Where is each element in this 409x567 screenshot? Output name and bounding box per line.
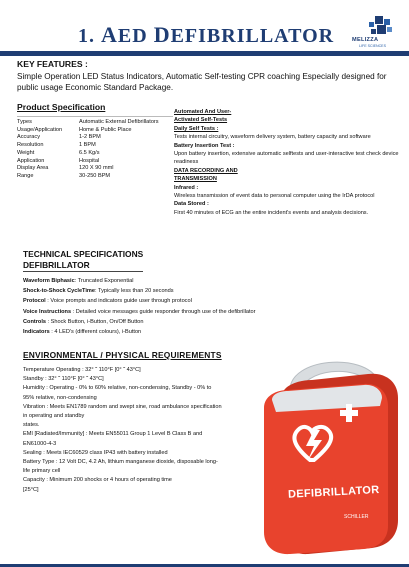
spec-row <box>17 142 159 150</box>
self-tests-heading-2: Activated Self-Tests <box>174 117 228 124</box>
title-d: D <box>153 22 171 47</box>
env-line: Humidity : Operating - 0% to 60% relative, non-condensing, Standby - 0% to <box>23 385 212 392</box>
tech-item <box>23 317 255 327</box>
spec-key: Resolution <box>17 142 44 149</box>
self-tests-panel <box>174 108 402 217</box>
tech-item <box>23 296 255 306</box>
tech-item-label: Waveform Biphasic <box>23 278 75 284</box>
env-line: 95% relative, non-condensing <box>23 394 97 401</box>
spec-value: 120 X 90 mml <box>79 165 114 172</box>
tech-item-label: Controls <box>23 318 46 325</box>
self-tests-heading-1: Automated And User- <box>174 109 232 115</box>
tech-item <box>23 276 255 286</box>
tech-item-label: Voice Instructions <box>23 308 72 315</box>
tech-spec-underline <box>23 271 143 272</box>
env-line: EMI [Radiated/Immunity] : Meets EN55011 Group 1 Level B Class B and <box>23 431 203 438</box>
spec-row <box>17 165 159 173</box>
recording-heading-1: DATA RECORDING AND <box>174 167 238 174</box>
infrared-heading: Infrared : <box>174 184 199 191</box>
spec-row <box>17 134 159 142</box>
title-efib: EFIBRILLATOR <box>170 25 335 47</box>
logo-name: MELIZZA <box>352 37 379 43</box>
env-line: EN61000-4-3 <box>23 440 57 447</box>
env-line: Vibration : Meets EN1789 random and swept sine, road ambulance specification <box>23 403 222 410</box>
spec-value: 6.5 Kg/s <box>79 149 100 156</box>
title-a: A <box>101 22 118 47</box>
tech-item-value: : Voice prompts and indicators guide user through protocol <box>45 298 192 305</box>
spec-key: Application <box>17 157 45 164</box>
env-line: states. <box>23 422 40 429</box>
spec-key: Accuracy <box>17 134 41 141</box>
spec-key: Types <box>17 119 32 125</box>
spec-row <box>17 119 159 127</box>
env-line: Sealing : Meets IEC60529 class IP43 with battery installed <box>23 449 168 456</box>
daily-tests-heading: Daily Self Tests : <box>174 125 219 132</box>
spec-value: 30-250 BPM <box>79 172 111 179</box>
spec-row <box>17 127 159 135</box>
env-line: Standby : 32° ˜ 110°F [0° ˜ 43°C] <box>23 376 104 383</box>
key-features-text: Simple Operation LED Status Indicators, Automatic Self-testing CPR coaching Especially designed for public usage Economic Standard Package. <box>17 72 387 92</box>
spec-row <box>17 150 159 158</box>
spec-value: 1 BPM <box>79 142 96 149</box>
data-stored-text: First 40 minutes of ECG an the entire incident's events and analysis decisions. <box>174 209 369 216</box>
env-line: Capacity : Minimum 200 shocks or 4 hours of operating time <box>23 477 172 484</box>
daily-tests-text: Tests internal circuitry, waveform delivery system, battery capacity and software <box>174 134 371 141</box>
spec-key: Range <box>17 172 34 179</box>
title-ed: ED <box>117 25 148 47</box>
spec-value: 1-2 BPM <box>79 134 101 141</box>
page-title <box>78 22 334 48</box>
tech-item-value: : Typically less than 20 seconds <box>95 288 174 295</box>
spec-key: Usage/Application <box>17 126 63 133</box>
spec-value: Home & Public Place <box>79 126 132 133</box>
tech-item-label: Protocol <box>23 298 46 305</box>
spec-row <box>17 158 159 166</box>
env-line: Temperature Operating : 32° ˜ 110°F [0° ˜ 43°C] <box>23 367 141 373</box>
tech-item <box>23 307 255 317</box>
battery-test-heading: Battery Insertion Test : <box>174 142 235 149</box>
env-line: in operating and standby <box>23 413 85 420</box>
product-spec-table <box>17 119 159 181</box>
spec-divider <box>17 116 173 117</box>
title-divider <box>0 51 409 56</box>
defibrillator-image <box>252 350 402 556</box>
tech-item <box>23 327 255 337</box>
environmental-heading: ENVIRONMENTAL / PHYSICAL REQUIREMENTS <box>23 350 222 360</box>
recording-heading-2: TRANSMISSION <box>174 176 217 183</box>
spec-row <box>17 173 159 181</box>
spec-value: Automatic External Defibrillators <box>79 119 159 125</box>
spec-key: Display Area <box>17 165 49 172</box>
tech-item-value: : 4 LED's (different colours), i-Button <box>49 329 142 336</box>
tech-item-value: : Truncated Exponential <box>74 278 134 284</box>
env-line: life primary cell <box>23 468 61 475</box>
tech-item-value: : Shock Button, i-Button, On/Off Button <box>46 318 144 325</box>
tech-item-label: Indicators <box>23 329 50 336</box>
device-brand: SCHILLER <box>344 514 369 520</box>
tech-item <box>23 286 255 296</box>
tech-item-value: : Detailed voice messages guide responder through use of the defibrillator <box>71 308 256 315</box>
tech-spec-heading-1: TECHNICAL SPECIFICATIONS <box>23 249 144 259</box>
logo-subtitle: LIFE SCIENCES <box>359 43 386 48</box>
tech-spec-heading <box>23 249 143 270</box>
data-stored-heading: Data Stored : <box>174 201 209 208</box>
infrared-text: Wireless transmission of event data to personal computer using the IrDA protocol <box>174 193 375 200</box>
tech-spec-list <box>23 276 255 337</box>
spec-key: Weight <box>17 149 35 156</box>
tech-spec-heading-2: DEFIBRILLATOR <box>23 259 90 270</box>
product-spec-heading: Product Specification <box>17 102 106 112</box>
spec-value: Hospital <box>79 157 100 164</box>
key-features-heading: KEY FEATURES : <box>17 59 88 69</box>
env-line: [25°C] <box>23 486 39 493</box>
env-line: Battery Type : 12 Volt DC, 4.2 Ah, lithium manganese dioxide, disposable long- <box>23 459 218 466</box>
title-number: 1. <box>78 25 95 47</box>
device-label: DEFIBRILLATOR <box>287 483 380 501</box>
environmental-list <box>23 366 248 495</box>
tech-item-label: Shock-to-Shock CycleTime <box>23 288 96 295</box>
battery-test-text: Upon battery insertion, extensive automatic selftests and user-interactive test check device readiness <box>174 151 399 166</box>
